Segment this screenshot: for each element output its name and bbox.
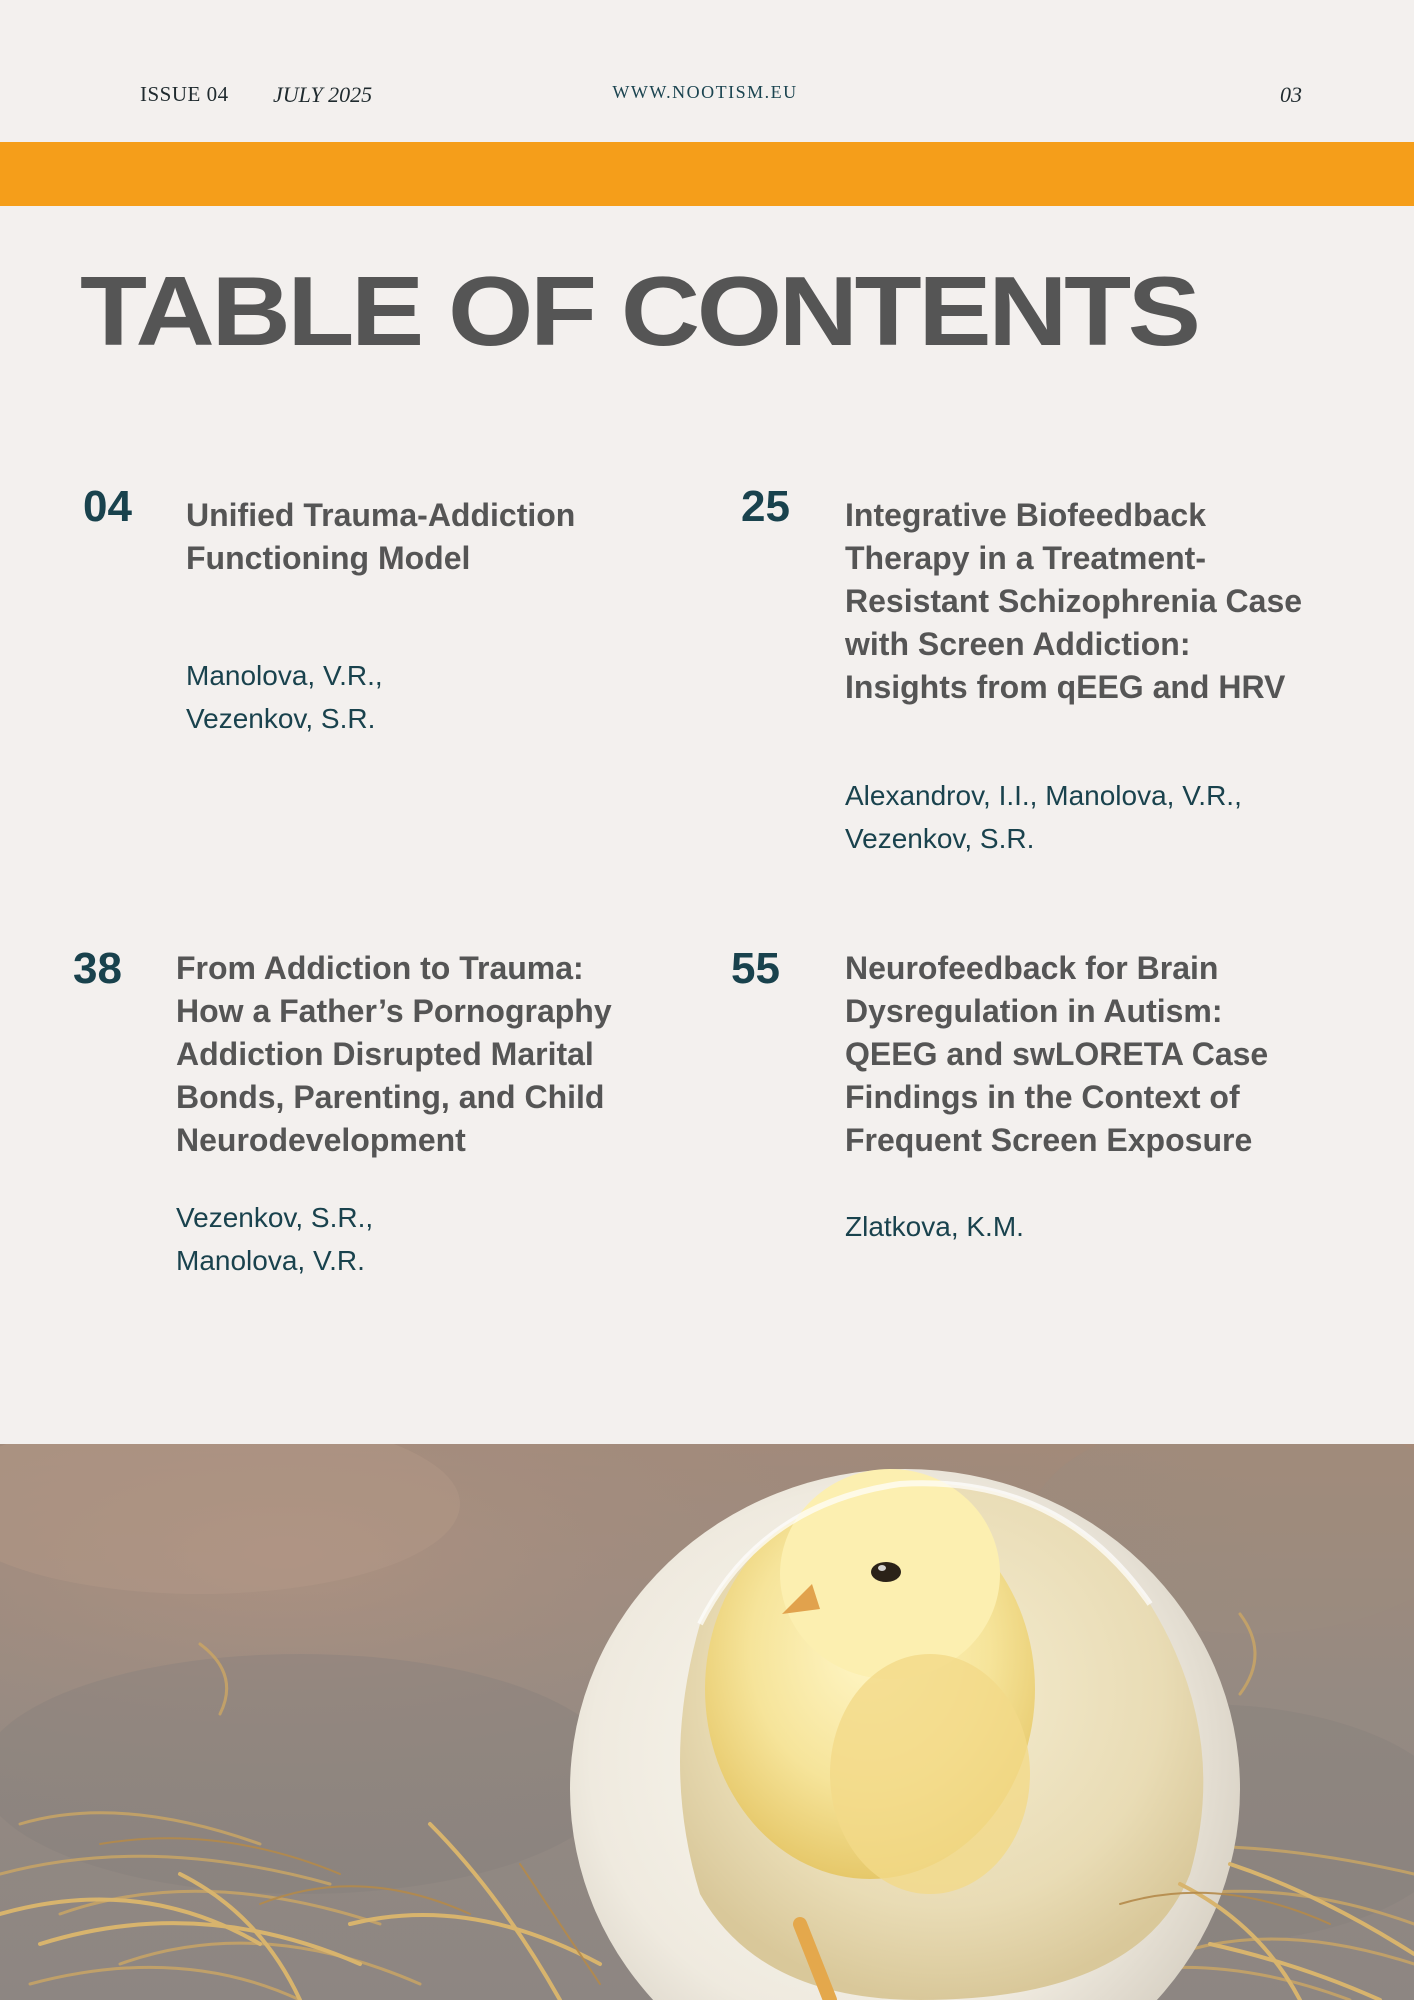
entry-page-number: 55 <box>731 944 780 993</box>
entry-title-line: Insights from qEEG and HRV <box>845 669 1286 705</box>
entry-title-line: Functioning Model <box>186 540 471 576</box>
entry-authors <box>845 774 1242 860</box>
entry-author-line: Alexandrov, I.I., Manolova, V.R., <box>845 780 1242 811</box>
entry-title-line: Findings in the Context of <box>845 1079 1240 1115</box>
entry-title-line: Integrative Biofeedback <box>845 497 1206 533</box>
entry-title-line: From Addiction to Trauma: <box>176 950 584 986</box>
entry-title-line: Therapy in a Treatment- <box>845 540 1206 576</box>
entry-title-line: Dysregulation in Autism: <box>845 993 1223 1029</box>
entry-title-line: Bonds, Parenting, and Child <box>176 1079 605 1115</box>
entry-title <box>176 947 612 1162</box>
entry-title-line: Neurodevelopment <box>176 1122 466 1158</box>
chick-in-eggshell-photo <box>0 1444 1414 2000</box>
entry-title-line: Neurofeedback for Brain <box>845 950 1219 986</box>
entry-title-line: Unified Trauma-Addiction <box>186 497 576 533</box>
entry-title <box>186 494 575 580</box>
entry-author-line: Vezenkov, S.R., <box>176 1202 374 1233</box>
entry-title-line: QEEG and swLORETA Case <box>845 1036 1269 1072</box>
entry-author-line: Manolova, V.R., <box>186 660 383 691</box>
entry-authors <box>186 654 383 740</box>
entry-page-number: 38 <box>73 944 122 993</box>
entry-title <box>845 494 1302 709</box>
page-title: TABLE OF CONTENTS <box>80 256 1198 366</box>
website-link[interactable]: WWW.NOOTISM.EU <box>612 82 798 102</box>
entry-title-line: Frequent Screen Exposure <box>845 1122 1253 1158</box>
entry-authors <box>176 1196 373 1282</box>
entry-author-line: Zlatkova, K.M. <box>845 1211 1024 1242</box>
issue-date: JULY 2025 <box>273 82 373 107</box>
page-header <box>0 0 1414 142</box>
entry-title-line: Addiction Disrupted Marital <box>176 1036 594 1072</box>
page-number: 03 <box>1280 82 1302 107</box>
entry-title-line: with Screen Addiction: <box>845 626 1191 662</box>
entry-title-line: Resistant Schizophrenia Case <box>845 583 1303 619</box>
entry-page-number: 25 <box>741 482 790 531</box>
entry-authors <box>845 1205 1024 1248</box>
entry-page-number: 04 <box>83 482 132 531</box>
entry-author-line: Manolova, V.R. <box>176 1245 365 1276</box>
entry-title-line: How a Father’s Pornography <box>176 993 612 1029</box>
entry-title <box>845 947 1268 1162</box>
issue-number: ISSUE 04 <box>140 82 229 106</box>
entry-author-line: Vezenkov, S.R. <box>845 823 1035 854</box>
accent-band <box>0 142 1414 206</box>
entry-author-line: Vezenkov, S.R. <box>186 703 376 734</box>
